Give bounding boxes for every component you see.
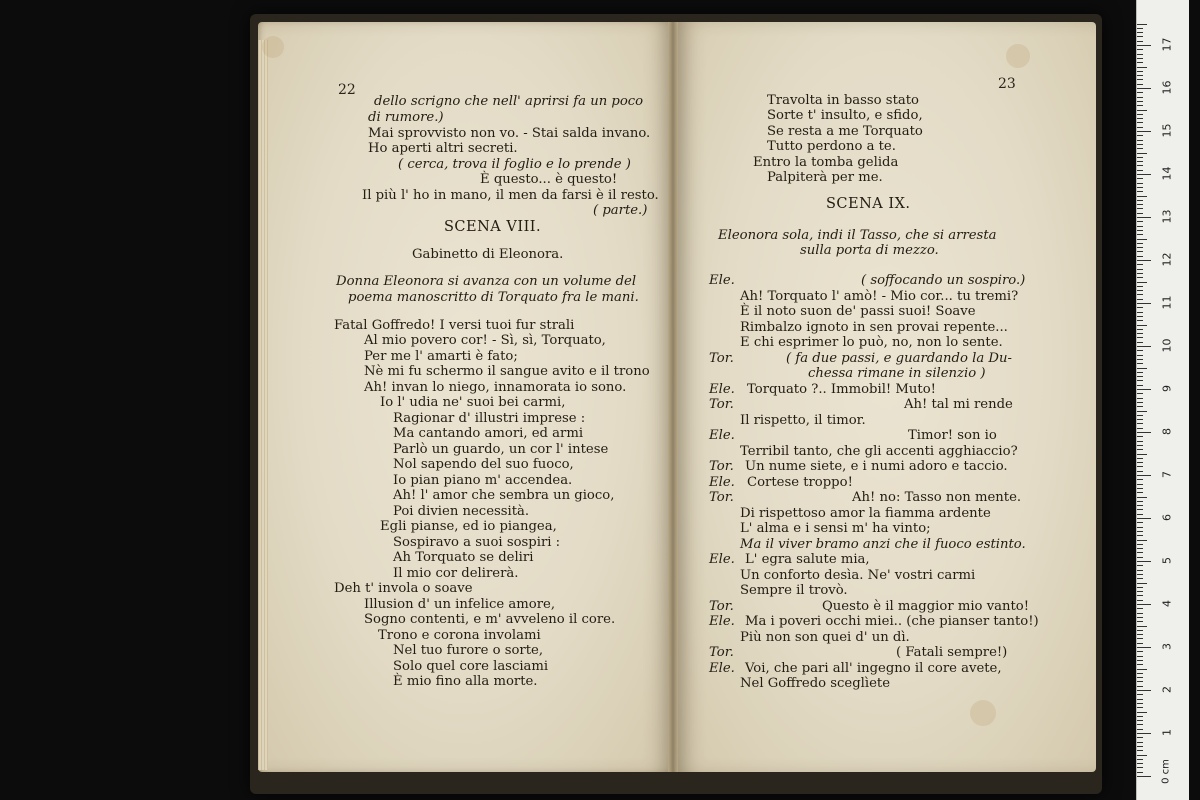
- ruler-tick: [1137, 454, 1147, 455]
- dialogue-line: L' alma e i sensi m' ha vinto;: [740, 521, 931, 536]
- ruler-tick: [1137, 247, 1143, 248]
- ruler-tick: [1137, 131, 1151, 132]
- verse-line: Io l' udia ne' suoi bei carmi,: [380, 395, 566, 410]
- ruler-tick: [1137, 342, 1143, 343]
- ruler-tick: [1137, 552, 1143, 553]
- speaker-label: Tor.: [709, 397, 734, 412]
- ruler-tick: [1137, 208, 1143, 209]
- ruler-tick: [1137, 626, 1147, 627]
- ruler-tick: [1137, 337, 1143, 338]
- ruler-tick: [1137, 630, 1143, 631]
- ruler-tick: [1137, 174, 1151, 175]
- ruler-tick: [1137, 88, 1151, 89]
- ruler-number: 13: [1160, 209, 1174, 224]
- ruler-tick: [1137, 307, 1143, 308]
- dialogue-line: Più non son quei d' un dì.: [740, 630, 910, 645]
- ruler-tick: [1137, 604, 1151, 605]
- ruler-tick: [1137, 475, 1151, 476]
- ruler-tick: [1137, 509, 1143, 510]
- verse-line: Trono e corona involami: [378, 628, 541, 643]
- verse-line: Ah! invan lo niego, innamorata io sono.: [364, 380, 627, 395]
- ruler-tick: [1137, 441, 1143, 442]
- ruler-tick: [1137, 157, 1143, 158]
- verse-line: Per me l' amarti è fato;: [364, 349, 518, 364]
- ruler-tick: [1137, 466, 1143, 467]
- ruler-tick: [1137, 191, 1143, 192]
- ruler-tick: [1137, 282, 1147, 283]
- ruler-tick: [1137, 664, 1143, 665]
- ruler-tick: [1137, 329, 1143, 330]
- stage-direction: ( cerca, trova il foglio e lo prende ): [398, 157, 631, 172]
- verse-line: Ragionar d' illustri imprese :: [393, 411, 586, 426]
- dialogue-line: Il rispetto, il timor.: [740, 413, 866, 428]
- ruler-tick: [1137, 746, 1143, 747]
- ruler-number: 8: [1160, 428, 1174, 435]
- ruler-tick: [1137, 355, 1143, 356]
- ruler-tick: [1137, 411, 1147, 412]
- ruler-tick: [1137, 393, 1143, 394]
- verse-line: Sogno contenti, e m' avveleno il core.: [364, 612, 616, 627]
- verse-line: Io pian piano m' accendea.: [393, 473, 573, 488]
- ruler-number: 10: [1160, 338, 1174, 353]
- ruler-tick: [1137, 67, 1147, 68]
- ruler-tick: [1137, 325, 1147, 326]
- ruler-tick: [1137, 299, 1143, 300]
- ruler-tick: [1137, 432, 1151, 433]
- speaker-label: Ele.: [709, 428, 735, 443]
- ruler-tick: [1137, 759, 1143, 760]
- ruler-tick: [1137, 462, 1143, 463]
- ruler-tick: [1137, 497, 1147, 498]
- ruler-tick: [1137, 638, 1143, 639]
- ruler-tick: [1137, 621, 1143, 622]
- dialogue-line: Sempre il trovò.: [740, 583, 848, 598]
- ruler-tick: [1137, 767, 1143, 768]
- ruler-tick: [1137, 135, 1143, 136]
- ruler-tick: [1137, 776, 1151, 777]
- ruler-tick: [1137, 479, 1143, 480]
- ruler-tick: [1137, 58, 1143, 59]
- ruler-tick: [1137, 445, 1143, 446]
- ruler-tick: [1137, 565, 1143, 566]
- ruler-tick: [1137, 62, 1143, 63]
- speaker-label: Ele.: [709, 475, 735, 490]
- ruler-tick: [1137, 398, 1143, 399]
- ruler-tick: [1137, 423, 1143, 424]
- ruler-tick: [1137, 690, 1151, 691]
- ruler-tick: [1137, 41, 1143, 42]
- ruler-tick: [1137, 617, 1143, 618]
- speaker-label: Tor.: [709, 459, 734, 474]
- ruler-tick: [1137, 514, 1143, 515]
- speaker-label: Tor.: [709, 599, 734, 614]
- ruler-number: 6: [1160, 514, 1174, 521]
- ruler-tick: [1137, 406, 1143, 407]
- stage-direction: poema manoscritto di Torquato fra le mani.: [348, 290, 639, 305]
- ruler-tick: [1137, 286, 1143, 287]
- ruler-tick: [1137, 303, 1151, 304]
- ruler-tick: [1137, 269, 1143, 270]
- ruler-tick: [1137, 234, 1143, 235]
- ruler-tick: [1137, 161, 1143, 162]
- ruler-number: 15: [1160, 123, 1174, 138]
- ruler-tick: [1137, 595, 1143, 596]
- ruler-tick: [1137, 647, 1151, 648]
- ruler-tick: [1137, 92, 1143, 93]
- ruler-tick: [1137, 144, 1143, 145]
- verse-line: Egli pianse, ed io piangea,: [380, 519, 557, 534]
- speaker-label: Ele.: [709, 382, 735, 397]
- dialogue-line: L' egra salute mia,: [745, 552, 870, 567]
- ruler-tick: [1137, 570, 1143, 571]
- ruler-tick: [1137, 118, 1143, 119]
- ruler-tick: [1137, 178, 1143, 179]
- verse-line: Sospiravo a suoi sospiri :: [393, 535, 561, 550]
- verse-line: Ah! l' amor che sembra un gioco,: [393, 488, 615, 503]
- ruler-tick: [1137, 79, 1143, 80]
- ruler-tick: [1137, 587, 1143, 588]
- ruler-tick: [1137, 350, 1143, 351]
- verse-line: È mio fino alla morte.: [393, 674, 538, 689]
- text-line: di rumore.): [368, 110, 444, 125]
- scene-heading: SCENA IX.: [826, 196, 911, 212]
- ruler-tick: [1137, 471, 1143, 472]
- ruler-tick: [1137, 101, 1143, 102]
- ruler-tick: [1137, 54, 1143, 55]
- ruler-tick: [1137, 755, 1147, 756]
- ruler-number: 11: [1160, 295, 1174, 310]
- ruler-tick: [1137, 84, 1143, 85]
- stain: [262, 36, 284, 58]
- ruler-number: 1: [1160, 729, 1174, 736]
- ruler-number: 2: [1160, 686, 1174, 693]
- ruler-tick: [1137, 669, 1147, 670]
- ruler-tick: [1137, 320, 1143, 321]
- ruler-tick: [1137, 239, 1147, 240]
- scene-heading: SCENA VIII.: [444, 219, 542, 235]
- verse-line: Deh t' invola o soave: [334, 581, 473, 596]
- ruler-tick: [1137, 729, 1143, 730]
- ruler-tick: [1137, 737, 1143, 738]
- ruler-tick: [1137, 385, 1143, 386]
- ruler-tick: [1137, 557, 1143, 558]
- ruler-tick: [1137, 720, 1143, 721]
- ruler-tick: [1137, 634, 1143, 635]
- text-line: Ho aperti altri secreti.: [368, 141, 518, 156]
- ruler-tick: [1137, 522, 1143, 523]
- ruler-tick: [1137, 316, 1143, 317]
- ruler-tick: [1137, 183, 1143, 184]
- verse-line: Fatal Goffredo! I versi tuoi fur strali: [334, 318, 575, 333]
- ruler-number: 17: [1160, 37, 1174, 52]
- ruler-tick: [1137, 733, 1151, 734]
- stage-direction: chessa rimane in silenzio ): [808, 366, 986, 381]
- ruler-tick: [1137, 436, 1143, 437]
- ruler-tick: [1137, 226, 1143, 227]
- ruler-tick: [1137, 140, 1143, 141]
- verse-line: Entro la tomba gelida: [753, 155, 899, 170]
- ruler-tick: [1137, 243, 1143, 244]
- ruler-tick: [1137, 127, 1143, 128]
- ruler-number: 3: [1160, 643, 1174, 650]
- ruler-number: 7: [1160, 471, 1174, 478]
- ruler-tick: [1137, 294, 1143, 295]
- ruler-tick: [1137, 707, 1143, 708]
- ruler-tick: [1137, 643, 1143, 644]
- ruler-number: 14: [1160, 166, 1174, 181]
- stage-direction: Donna Eleonora si avanza con un volume del: [336, 274, 637, 289]
- ruler-tick: [1137, 260, 1151, 261]
- ruler-tick: [1137, 71, 1143, 72]
- ruler-tick: [1137, 97, 1143, 98]
- ruler-tick: [1137, 196, 1147, 197]
- ruler-tick: [1137, 699, 1143, 700]
- text-line: Il più l' ho in mano, il men da farsi è il resto.: [362, 188, 659, 203]
- ruler-tick: [1137, 561, 1151, 562]
- verse-line: Travolta in basso stato: [767, 93, 919, 108]
- ruler-tick: [1137, 204, 1143, 205]
- ruler-tick: [1137, 681, 1143, 682]
- stage-direction: ( soffocando un sospiro.): [861, 273, 1026, 288]
- stage-direction: ( parte.): [593, 203, 648, 218]
- ruler-tick: [1137, 49, 1143, 50]
- verse-line: Il mio cor delirerà.: [393, 566, 519, 581]
- ruler-tick: [1137, 458, 1143, 459]
- ruler-tick: [1137, 608, 1143, 609]
- dialogue-line: Voi, che pari all' ingegno il core avete,: [745, 661, 1002, 676]
- ruler-tick: [1137, 153, 1147, 154]
- dialogue-line: Un nume siete, e i numi adoro e taccio.: [745, 459, 1008, 474]
- speaker-label: Ele.: [709, 614, 735, 629]
- ruler-tick: [1137, 312, 1143, 313]
- ruler-tick: [1137, 32, 1143, 33]
- ruler-tick: [1137, 45, 1151, 46]
- verse-line: Al mio povero cor! - Sì, sì, Torquato,: [364, 333, 606, 348]
- page-number: 23: [998, 76, 1016, 92]
- ruler-tick: [1137, 660, 1143, 661]
- ruler-tick: [1137, 200, 1143, 201]
- ruler-tick: [1137, 527, 1143, 528]
- ruler-tick: [1137, 256, 1143, 257]
- ruler-number: 5: [1160, 557, 1174, 564]
- ruler-tick: [1137, 449, 1143, 450]
- stain: [1006, 44, 1030, 68]
- ruler-tick: [1137, 591, 1143, 592]
- book-gutter: [668, 22, 678, 772]
- ruler-tick: [1137, 488, 1143, 489]
- ruler-tick: [1137, 724, 1143, 725]
- ruler-tick: [1137, 251, 1143, 252]
- dialogue-line: ( Fatali sempre!): [896, 645, 1008, 660]
- ruler-tick: [1137, 372, 1143, 373]
- ruler-tick: [1137, 333, 1143, 334]
- ruler-tick: [1137, 712, 1147, 713]
- verse-line: Ma cantando amori, ed armi: [393, 426, 584, 441]
- speaker-label: Ele.: [709, 661, 735, 676]
- verse-line: Parlò un guardo, un cor l' intese: [393, 442, 609, 457]
- ruler-tick: [1137, 359, 1143, 360]
- verse-line: Se resta a me Torquato: [767, 124, 923, 139]
- ruler-tick: [1137, 694, 1143, 695]
- dialogue-line: Ma il viver bramo anzi che il fuoco estinto.: [740, 537, 1026, 552]
- ruler-tick: [1137, 772, 1143, 773]
- ruler-tick: [1137, 484, 1143, 485]
- ruler-tick: [1137, 703, 1143, 704]
- ruler-tick: [1137, 389, 1151, 390]
- dialogue-line: È il noto suon de' passi suoi! Soave: [740, 304, 976, 319]
- ruler-number: 16: [1160, 80, 1174, 95]
- ruler-tick: [1137, 105, 1143, 106]
- ruler-tick: [1137, 264, 1143, 265]
- dialogue-line: Torquato ?.. Immobil! Muto!: [747, 382, 936, 397]
- ruler-number: 9: [1160, 385, 1174, 392]
- dialogue-line: Cortese troppo!: [747, 475, 853, 490]
- ruler-tick: [1137, 415, 1143, 416]
- ruler-tick: [1137, 170, 1143, 171]
- ruler-tick: [1137, 548, 1143, 549]
- ruler-tick: [1137, 376, 1143, 377]
- dialogue-line: Di rispettoso amor la fiamma ardente: [740, 506, 991, 521]
- speaker-label: Ele.: [709, 552, 735, 567]
- verse-line: Poi divien necessità.: [393, 504, 530, 519]
- scene-setting: Gabinetto di Eleonora.: [412, 247, 564, 262]
- stage-direction: sulla porta di mezzo.: [800, 243, 939, 258]
- ruler-tick: [1137, 600, 1143, 601]
- ruler-tick: [1137, 217, 1151, 218]
- speaker-label: Tor.: [709, 645, 734, 660]
- ruler-tick: [1137, 187, 1143, 188]
- dialogue-line: Timor! son io: [908, 428, 997, 443]
- ruler-tick: [1137, 221, 1143, 222]
- dialogue-line: Ah! Torquato l' amò! - Mio cor... tu tremi?: [740, 289, 1019, 304]
- ruler-tick: [1137, 402, 1143, 403]
- ruler-number: 12: [1160, 252, 1174, 267]
- ruler-tick: [1137, 213, 1143, 214]
- text-line: È questo... è questo!: [480, 172, 618, 187]
- ruler-tick: [1137, 122, 1143, 123]
- dialogue-line: E chi esprimer lo può, no, non lo sente.: [740, 335, 1003, 350]
- ruler-tick: [1137, 535, 1143, 536]
- ruler-tick: [1137, 28, 1143, 29]
- ruler-tick: [1137, 750, 1143, 751]
- stain: [970, 700, 996, 726]
- dialogue-line: Rimbalzo ignoto in sen provai repente...: [740, 320, 1008, 335]
- ruler-tick: [1137, 531, 1143, 532]
- ruler-tick: [1137, 677, 1143, 678]
- ruler-unit-label: 0 cm: [1160, 759, 1172, 784]
- dialogue-line: Ah! no: Tasso non mente.: [852, 490, 1022, 505]
- ruler-tick: [1137, 686, 1143, 687]
- ruler-tick: [1137, 290, 1143, 291]
- ruler-tick: [1137, 492, 1143, 493]
- text-line: Mai sprovvisto non vo. - Stai salda invano.: [368, 126, 651, 141]
- verse-line: Solo quel core lasciami: [393, 659, 549, 674]
- ruler-tick: [1137, 368, 1147, 369]
- dialogue-line: Un conforto desìa. Ne' vostri carmi: [740, 568, 976, 583]
- verse-line: Nè mi fu schermo il sangue avito e il trono: [364, 364, 650, 379]
- dialogue-line: Ma i poveri occhi miei.. (che pianser tanto!): [745, 614, 1039, 629]
- measuring-ruler: [1136, 0, 1189, 800]
- ruler-tick: [1137, 763, 1143, 764]
- ruler-tick: [1137, 540, 1147, 541]
- ruler-tick: [1137, 110, 1147, 111]
- speaker-label: Tor.: [709, 490, 734, 505]
- ruler-tick: [1137, 656, 1143, 657]
- verse-line: Illusion d' un infelice amore,: [364, 597, 556, 612]
- page-number: 22: [338, 82, 356, 98]
- dialogue-line: Nel Goffredo sceglìete: [740, 676, 891, 691]
- dialogue-line: Questo è il maggior mio vanto!: [822, 599, 1030, 614]
- ruler-tick: [1137, 230, 1143, 231]
- ruler-tick: [1137, 346, 1151, 347]
- ruler-tick: [1137, 742, 1143, 743]
- ruler-tick: [1137, 428, 1143, 429]
- ruler-tick: [1137, 518, 1151, 519]
- text-line: dello scrigno che nell' aprirsi fa un poco: [374, 94, 644, 109]
- page-edges: [258, 40, 268, 770]
- dialogue-line: Ah! tal mi rende: [904, 397, 1013, 412]
- speaker-label: Tor.: [709, 351, 734, 366]
- verse-line: Tutto perdono a te.: [767, 139, 896, 154]
- ruler-number: 4: [1160, 600, 1174, 607]
- ruler-tick: [1137, 277, 1143, 278]
- ruler-tick: [1137, 363, 1143, 364]
- stage-direction: ( fa due passi, e guardando la Du-: [786, 351, 1012, 366]
- ruler-tick: [1137, 380, 1143, 381]
- ruler-tick: [1137, 716, 1143, 717]
- verse-line: Nol sapendo del suo fuoco,: [393, 457, 574, 472]
- ruler-tick: [1137, 36, 1143, 37]
- verse-line: Ah Torquato se deliri: [393, 550, 534, 565]
- verse-line: Nel tuo furore o sorte,: [393, 643, 544, 658]
- ruler-tick: [1137, 651, 1143, 652]
- stage-direction: Eleonora sola, indi il Tasso, che si arresta: [718, 228, 997, 243]
- ruler-tick: [1137, 24, 1147, 25]
- ruler-tick: [1137, 501, 1143, 502]
- speaker-label: Ele.: [709, 273, 735, 288]
- ruler-tick: [1137, 273, 1143, 274]
- ruler-tick: [1137, 578, 1143, 579]
- ruler-tick: [1137, 505, 1143, 506]
- dialogue-line: Terribil tanto, che gli accenti agghiaccio?: [740, 444, 1018, 459]
- ruler-tick: [1137, 114, 1143, 115]
- ruler-tick: [1137, 419, 1143, 420]
- ruler-tick: [1137, 574, 1143, 575]
- verse-line: Sorte t' insulto, e sfido,: [767, 108, 923, 123]
- ruler-tick: [1137, 544, 1143, 545]
- ruler-tick: [1137, 613, 1143, 614]
- ruler-tick: [1137, 165, 1143, 166]
- ruler-tick: [1137, 75, 1143, 76]
- verse-line: Palpiterà per me.: [767, 170, 883, 185]
- ruler-tick: [1137, 148, 1143, 149]
- ruler-tick: [1137, 583, 1147, 584]
- ruler-tick: [1137, 673, 1143, 674]
